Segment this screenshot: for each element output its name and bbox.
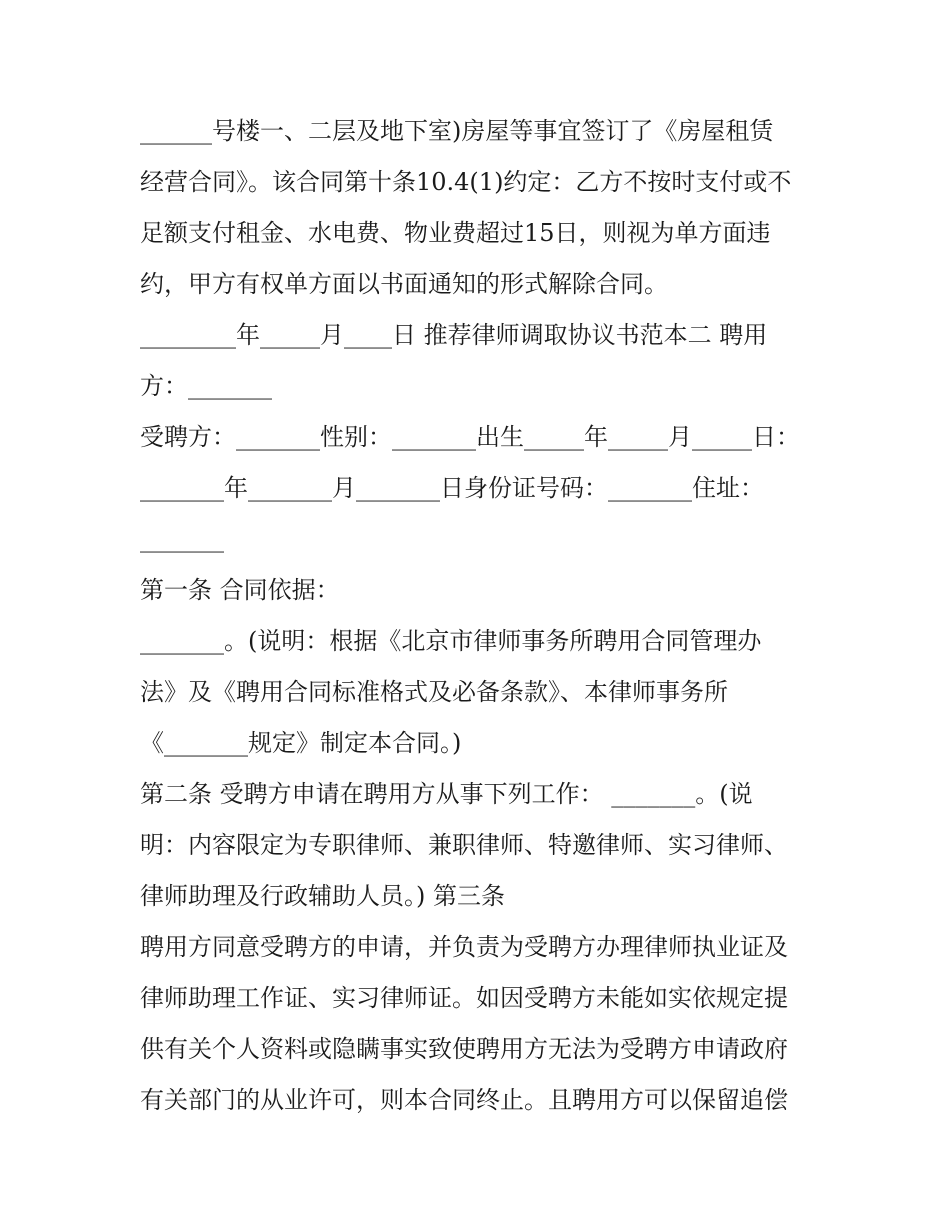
text-line: 律师助理及行政辅助人员。) 第三条 [140,882,505,910]
text-line: 供有关个人资料或隐瞒事实致使聘用方无法为受聘方申请政府 [140,1035,788,1063]
text-line: 受聘方：_______性别：_______出生_____年_____月_____日： [140,423,800,451]
text-line: _______年_______月_______日身份证号码：_______住址： [140,474,764,502]
text-line: 经营合同》。该合同第十条10.4(1)约定：乙方不按时支付或不 [140,168,792,196]
text-line: 《_______规定》制定本合同。) [140,729,462,757]
text-line: _______ [140,525,224,553]
text-line: 足额支付租金、水电费、物业费超过15日，则视为单方面违 [140,219,771,247]
text-line: 律师助理工作证、实习律师证。如因受聘方未能如实依规定提 [140,984,788,1012]
text-line: _______。(说明：根据《北京市律师事务所聘用合同管理办 [140,627,762,655]
text-line: 明：内容限定为专职律师、兼职律师、特邀律师、实习律师、 [140,831,788,859]
article-heading: 第一条 合同依据： [140,576,340,604]
text-line: 有关部门的从业许可，则本合同终止。且聘用方可以保留追偿 [140,1086,788,1114]
text-line: ________年_____月____日 推荐律师调取协议书范本二 聘用 [140,321,768,349]
text-line: 聘用方同意受聘方的申请，并负责为受聘方办理律师执业证及 [140,933,788,961]
article-heading: 第二条 受聘方申请在聘用方从事下列工作： _______。(说 [140,780,753,808]
text-line: 约，甲方有权单方面以书面通知的形式解除合同。 [140,270,668,298]
document-body [140,106,830,1126]
text-line: 方：_______ [140,372,272,400]
text-line: ______号楼一、二层及地下室)房屋等事宜签订了《房屋租赁 [140,117,774,145]
text-line: 法》及《聘用合同标准格式及必备条款》、本律师事务所 [140,678,728,706]
